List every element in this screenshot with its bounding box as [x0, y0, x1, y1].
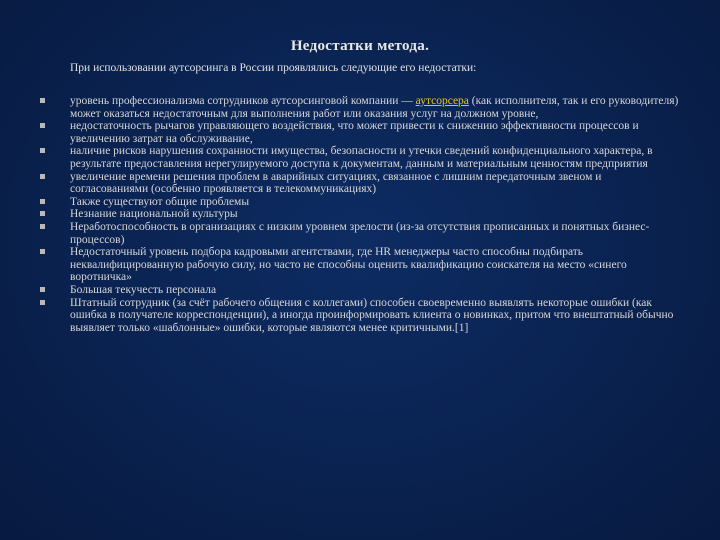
list-item: Недостаточный уровень подбора кадровыми агентствами, где HR менеджеры часто способны подбирать неквалифицированную рабочую силу, но часто не способны оценить квалификацию соискателя на место «синего воротничка» [40, 246, 680, 284]
list-item: недостаточность рычагов управляющего воздействия, что может привести к снижению эффективности процессов и увеличению затрат на обслуживание, [40, 120, 680, 145]
slide-title: Недостатки метода. [290, 38, 430, 54]
list-item: увеличение времени решения проблем в аварийных ситуациях, связанное с лишним передаточным звеном и согласованиями (особенно проявляется в телекоммуникациях) [40, 171, 680, 196]
list-item: Большая текучесть персонала [40, 284, 680, 297]
square-bullet-icon [40, 211, 45, 216]
square-bullet-icon [40, 123, 45, 128]
bullet-list [40, 95, 680, 334]
square-bullet-icon [40, 174, 45, 179]
square-bullet-icon [40, 98, 45, 103]
list-item: Неработоспособность в организациях с низким уровнем зрелости (из-за отсутствия прописанных и понятных бизнес-процессов) [40, 221, 680, 246]
square-bullet-icon [40, 300, 45, 305]
outsourcer-link[interactable]: аутсорсера [415, 95, 469, 107]
list-item: уровень профессионализма сотрудников аутсорсинговой компании — аутсорсера (как исполнителя, так и его руководителя) может оказаться недостаточным для выполнения работ или оказания услуг на должном уровне, [40, 95, 680, 120]
list-item: Также существуют общие проблемы [40, 196, 680, 209]
square-bullet-icon [40, 287, 45, 292]
square-bullet-icon [40, 249, 45, 254]
square-bullet-icon [40, 224, 45, 229]
square-bullet-icon [40, 199, 45, 204]
list-item: наличие рисков нарушения сохранности имущества, безопасности и утечки сведений конфиденциального характера, в результате предоставления нерегулируемого доступа к документам, данным и материальным ценностям предприятия [40, 145, 680, 170]
list-item: Незнание национальной культуры [40, 208, 680, 221]
intro-text: При использовании аутсорсинга в России проявлялись следующие его недостатки: [70, 62, 477, 74]
list-item: Штатный сотрудник (за счёт рабочего общения с коллегами) способен своевременно выявлять некоторые ошибки (как ошибка в получателе корреспонденции), а иногда проинформировать клиента о новинках, притом что внештатный обычно выявляет только «шаблонные» ошибки, которые являются менее критичными.[1] [40, 297, 680, 335]
square-bullet-icon [40, 148, 45, 153]
